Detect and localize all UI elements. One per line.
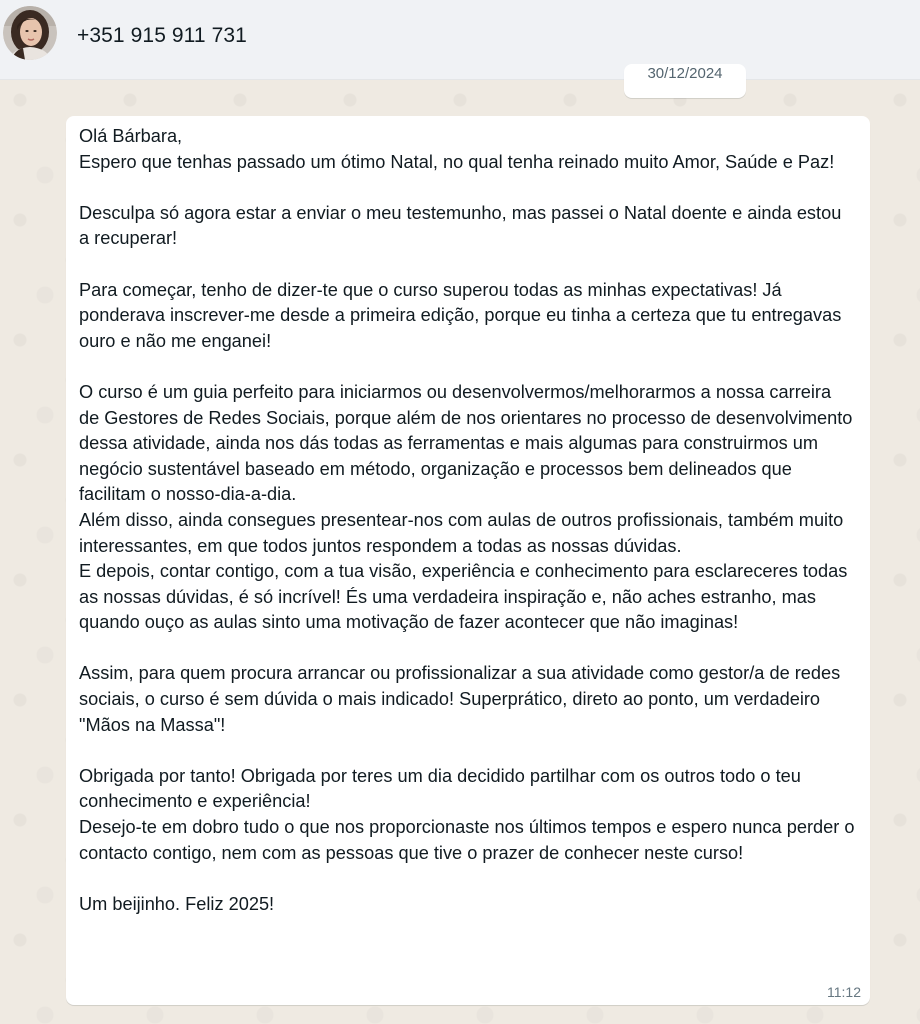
avatar[interactable]	[3, 6, 57, 60]
message-paragraph: Desejo-te em dobro tudo o que nos proporcionaste nos últimos tempos e espero nunca perder o contacto contigo, nem com as pessoas que tive o prazer de conhecer neste curso!	[79, 817, 855, 863]
message-paragraph: Além disso, ainda consegues presentear-nos com aulas de outros profissionais, também muito interessantes, em que todos juntos respondem a todas as nossas dúvidas.	[79, 509, 844, 556]
profile-photo-icon	[3, 6, 57, 60]
paragraph-gap	[79, 354, 856, 380]
paragraph-gap	[79, 252, 856, 278]
paragraph-gap	[79, 738, 856, 764]
message-paragraph: Assim, para quem procura arrancar ou profissionalizar a sua atividade como gestor/a de redes sociais, o curso é sem dúvida o mais indicado! Superprático, direto ao ponto, um verdadeiro "Mãos na Massa"!	[79, 663, 841, 735]
chat-header[interactable]	[0, 0, 920, 80]
message-paragraph: Para começar, tenho de dizer-te que o curso superou todas as minhas expectativas! Já ponderava inscrever-me desde a primeira edição, porque eu tinha a certeza que tu entregavas ouro e não me enganei!	[79, 279, 842, 351]
message-paragraph: Obrigada por tanto! Obrigada por teres um dia decidido partilhar com os outros todo o teu conhecimento e experiência!	[79, 765, 801, 812]
message-paragraph: Um beijinho. Feliz 2025!	[79, 893, 275, 914]
paragraph-gap	[79, 175, 856, 201]
contact-name[interactable]: +351 915 911 731	[77, 24, 247, 47]
date-separator-chip	[624, 64, 746, 98]
message-bubble[interactable]	[66, 116, 870, 1005]
message-timestamp: 11:12	[827, 984, 861, 1000]
message-paragraph: Espero que tenhas passado um ótimo Natal, no qual tenha reinado muito Amor, Saúde e Paz!	[79, 151, 835, 172]
message-paragraph: Desculpa só agora estar a enviar o meu testemunho, mas passei o Natal doente e ainda estou a recuperar!	[79, 202, 842, 249]
paragraph-gap	[79, 636, 856, 662]
message-paragraph: O curso é um guia perfeito para iniciarmos ou desenvolvermos/melhorarmos a nossa carreira de Gestores de Redes Sociais, porque além de nos orientares no processo de desenvolvimento dessa atividade, ainda nos dás todas as ferramentas e mais algumas para construirmos um negócio sustentável baseado em método, organização e processos bem delineados que facilitam o nosso-dia-a-dia.	[79, 381, 853, 505]
message-text	[79, 124, 856, 917]
message-paragraph: E depois, contar contigo, com a tua visão, experiência e conhecimento para esclareceres todas as nossas dúvidas, é só incrível! És uma verdadeira inspiração e, não aches estranho, mas quando ouço as aulas sinto uma motivação de fazer acontecer que não imaginas!	[79, 561, 848, 633]
date-separator-label: 30/12/2024	[647, 65, 723, 82]
message-paragraph: Olá Bárbara,	[79, 126, 183, 146]
paragraph-gap	[79, 866, 856, 892]
